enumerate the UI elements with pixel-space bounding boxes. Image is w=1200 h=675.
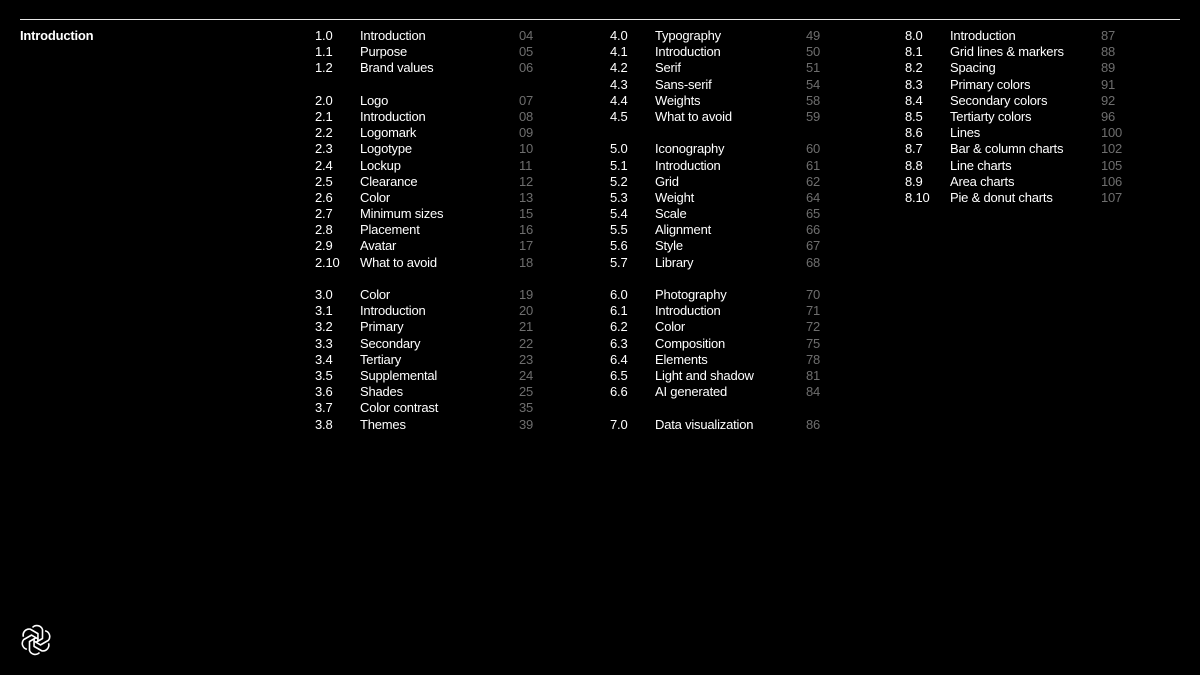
toc-entry[interactable] [905, 141, 1135, 157]
toc-entry-number: 2.5 [315, 173, 333, 189]
toc-entry-page-number: 72 [806, 319, 821, 335]
toc-entry[interactable] [315, 287, 545, 303]
toc-entry-title: Introduction [360, 108, 426, 124]
toc-entry[interactable] [610, 384, 840, 400]
toc-entry-number: 2.1 [315, 108, 333, 124]
toc-entry-page-number: 100 [1101, 125, 1123, 141]
toc-entry-number: 6.1 [610, 303, 628, 319]
toc-entry-page-number: 87 [1101, 28, 1116, 43]
toc-entry-number: 1.0 [315, 28, 333, 43]
toc-entry[interactable] [905, 60, 1135, 76]
toc-entry-title: Secondary colors [950, 92, 1048, 108]
toc-entry[interactable] [315, 44, 545, 60]
toc-entry-title: Serif [655, 60, 681, 76]
toc-entry-number: 2.0 [315, 92, 333, 108]
toc-entry[interactable] [610, 222, 840, 238]
toc-column-2 [610, 28, 840, 433]
toc-entry[interactable] [610, 319, 840, 335]
toc-entry-page-number: 71 [806, 303, 821, 319]
toc-entry[interactable] [610, 255, 840, 271]
toc-entry-title: Library [655, 254, 694, 270]
toc-entry-title: Logomark [360, 125, 417, 141]
toc-entry-number: 3.1 [315, 303, 333, 319]
toc-entry-page-number: 66 [806, 222, 821, 238]
toc-entry[interactable] [315, 319, 545, 335]
toc-entry[interactable] [610, 141, 840, 157]
toc-entry[interactable] [315, 141, 545, 157]
toc-entry-number: 1.2 [315, 60, 333, 76]
toc-entry-title: Iconography [655, 141, 725, 157]
toc-entry-title: Introduction [655, 44, 721, 60]
toc-entry-title: Area charts [950, 173, 1015, 189]
toc-entry-number: 3.0 [315, 287, 333, 302]
toc-entry[interactable] [315, 303, 545, 319]
toc-entry-title: Tertiary [360, 351, 402, 367]
toc-entry-title: Data visualization [655, 416, 754, 432]
toc-entry-page-number: 58 [806, 92, 821, 108]
toc-entry-title: Purpose [360, 44, 408, 60]
toc-entry-number: 5.1 [610, 157, 628, 173]
toc-entry[interactable] [315, 222, 545, 238]
toc-entry[interactable] [315, 60, 545, 76]
toc-entry-number: 2.4 [315, 157, 333, 173]
toc-entry-title: Spacing [950, 60, 996, 76]
toc-entry-title: Composition [655, 335, 726, 351]
toc-entry-title: Logo [360, 92, 389, 108]
toc-entry-number: 7.0 [610, 416, 628, 432]
toc-entry-number: 2.2 [315, 125, 333, 141]
toc-entry-number: 4.0 [610, 28, 628, 43]
toc-entry-number: 8.8 [905, 157, 923, 173]
toc-entry-title: Grid [655, 173, 679, 189]
toc-entry-page-number: 96 [1101, 108, 1116, 124]
brand-logo-icon [20, 624, 52, 656]
toc-entry-title: Clearance [360, 173, 418, 189]
toc-entry-number: 1.1 [315, 44, 333, 60]
header-divider [20, 19, 1180, 20]
toc-entry-page-number: 105 [1101, 157, 1123, 173]
toc-entry-number: 3.8 [315, 416, 333, 432]
toc-entry-page-number: 17 [519, 238, 534, 254]
toc-entry-page-number: 13 [519, 189, 534, 205]
toc-entry-number: 5.6 [610, 238, 628, 254]
toc-entry[interactable] [610, 238, 840, 254]
toc-entry-number: 8.9 [905, 173, 923, 189]
toc-entry-title: Color [655, 319, 686, 335]
toc-group [610, 417, 840, 433]
toc-entry-title: Alignment [655, 222, 712, 238]
toc-entry-number: 4.3 [610, 76, 628, 92]
toc-entry-number: 8.2 [905, 60, 923, 76]
toc-entry[interactable] [610, 206, 840, 222]
toc-entry[interactable] [610, 44, 840, 60]
toc-entry-page-number: 89 [1101, 60, 1116, 76]
toc-column-3 [905, 28, 1135, 206]
toc-entry-page-number: 61 [806, 157, 821, 173]
toc-entry-title: Shades [360, 384, 403, 400]
toc-entry-title: Supplemental [360, 367, 438, 383]
toc-entry[interactable] [610, 368, 840, 384]
toc-entry[interactable] [315, 368, 545, 384]
toc-entry-title: Introduction [360, 303, 426, 319]
toc-entry[interactable] [610, 174, 840, 190]
toc-entry-page-number: 65 [806, 206, 821, 222]
toc-entry-title: Bar & column charts [950, 141, 1064, 157]
toc-entry-number: 3.3 [315, 335, 333, 351]
toc-entry[interactable] [905, 93, 1135, 109]
toc-entry[interactable] [610, 303, 840, 319]
toc-entry[interactable] [610, 287, 840, 303]
toc-entry-number: 2.9 [315, 238, 333, 254]
toc-entry[interactable] [315, 190, 545, 206]
toc-entry-title: Color contrast [360, 400, 439, 416]
toc-entry-page-number: 07 [519, 92, 534, 108]
toc-entry[interactable] [610, 190, 840, 206]
toc-entry-number: 5.5 [610, 222, 628, 238]
toc-entry-title: Secondary [360, 335, 421, 351]
toc-entry-title: Style [655, 238, 683, 254]
toc-entry-title: Color [360, 189, 391, 205]
toc-entry-page-number: 60 [806, 141, 821, 157]
toc-entry-page-number: 23 [519, 351, 534, 367]
toc-entry-title: Introduction [655, 303, 721, 319]
toc-entry-title: Primary colors [950, 76, 1031, 92]
toc-entry-page-number: 102 [1101, 141, 1123, 157]
toc-group [315, 28, 545, 77]
toc-entry-number: 2.6 [315, 189, 333, 205]
toc-entry-number: 2.3 [315, 141, 333, 157]
toc-entry-page-number: 67 [806, 238, 821, 254]
toc-entry-title: Tertiarty colors [950, 108, 1032, 124]
toc-entry-page-number: 11 [519, 157, 533, 173]
toc-entry-page-number: 62 [806, 173, 821, 189]
toc-entry-number: 2.7 [315, 206, 333, 222]
toc-entry-number: 8.7 [905, 141, 923, 157]
toc-entry[interactable] [905, 28, 1135, 44]
toc-entry[interactable] [610, 109, 840, 125]
toc-entry[interactable] [905, 44, 1135, 60]
toc-entry-title: Lines [950, 125, 981, 141]
toc-entry-number: 5.4 [610, 206, 628, 222]
toc-entry-number: 8.5 [905, 108, 923, 124]
toc-entry-number: 4.2 [610, 60, 628, 76]
toc-entry[interactable] [315, 255, 545, 271]
toc-entry-number: 3.2 [315, 319, 333, 335]
toc-entry[interactable] [610, 417, 840, 433]
toc-entry-page-number: 20 [519, 303, 534, 319]
toc-entry-page-number: 54 [806, 76, 821, 92]
toc-group [610, 287, 840, 400]
toc-entry-title: Grid lines & markers [950, 44, 1064, 60]
toc-group [610, 141, 840, 271]
toc-entry-number: 8.1 [905, 44, 923, 60]
toc-entry[interactable] [610, 93, 840, 109]
toc-entry-page-number: 81 [806, 367, 821, 383]
toc-entry-page-number: 16 [519, 222, 534, 238]
toc-entry-page-number: 39 [519, 416, 534, 432]
toc-entry[interactable] [905, 125, 1135, 141]
toc-entry[interactable] [610, 60, 840, 76]
toc-entry-page-number: 10 [519, 141, 534, 157]
toc-entry-page-number: 88 [1101, 44, 1116, 60]
toc-entry-page-number: 92 [1101, 92, 1116, 108]
toc-entry-number: 5.0 [610, 141, 628, 157]
toc-entry-title: What to avoid [360, 254, 437, 270]
toc-entry[interactable] [315, 384, 545, 400]
toc-entry-number: 3.6 [315, 384, 333, 400]
toc-entry-title: Placement [360, 222, 420, 238]
toc-entry-title: AI generated [655, 384, 728, 400]
toc-entry-page-number: 08 [519, 108, 534, 124]
toc-group [610, 28, 840, 125]
toc-entry-title: Logotype [360, 141, 412, 157]
toc-entry-page-number: 19 [519, 287, 534, 302]
toc-entry-number: 5.7 [610, 254, 628, 270]
toc-entry-title: Lockup [360, 157, 401, 173]
toc-entry[interactable] [315, 417, 545, 433]
toc-column-1 [315, 28, 545, 433]
toc-entry[interactable] [315, 206, 545, 222]
toc-entry-page-number: 21 [519, 319, 534, 335]
toc-entry-number: 4.5 [610, 108, 628, 124]
toc-entry-number: 4.4 [610, 92, 628, 108]
toc-entry-title: Minimum sizes [360, 206, 444, 222]
toc-entry-page-number: 25 [519, 384, 534, 400]
toc-entry-title: Introduction [655, 157, 721, 173]
toc-entry-page-number: 50 [806, 44, 821, 60]
toc-entry-page-number: 22 [519, 335, 534, 351]
toc-entry-title: Primary [360, 319, 404, 335]
toc-entry[interactable] [315, 125, 545, 141]
toc-entry-number: 2.10 [315, 254, 340, 270]
toc-group [315, 287, 545, 433]
toc-entry-number: 6.3 [610, 335, 628, 351]
toc-entry-page-number: 35 [519, 400, 534, 416]
toc-entry-number: 8.3 [905, 76, 923, 92]
toc-entry-number: 5.2 [610, 173, 628, 189]
toc-entry-page-number: 49 [806, 28, 821, 43]
toc-entry[interactable] [610, 28, 840, 44]
toc-entry-page-number: 107 [1101, 189, 1123, 205]
section-title: Introduction [20, 28, 94, 43]
toc-entry-number: 8.4 [905, 92, 923, 108]
toc-entry[interactable] [315, 238, 545, 254]
toc-entry[interactable] [315, 336, 545, 352]
toc-entry[interactable] [610, 336, 840, 352]
toc-entry-page-number: 18 [519, 254, 534, 270]
toc-entry[interactable] [610, 158, 840, 174]
toc-entry-title: Color [360, 287, 391, 302]
toc-entry-page-number: 86 [806, 416, 821, 432]
toc-entry-number: 5.3 [610, 189, 628, 205]
toc-entry-title: Scale [655, 206, 687, 222]
toc-entry[interactable] [315, 352, 545, 368]
toc-entry-page-number: 68 [806, 254, 821, 270]
toc-entry-page-number: 09 [519, 125, 534, 141]
toc-entry-number: 6.0 [610, 287, 628, 302]
toc-entry-title: Typography [655, 28, 721, 43]
toc-entry-page-number: 106 [1101, 173, 1123, 189]
toc-entry-number: 3.4 [315, 351, 333, 367]
toc-entry-page-number: 84 [806, 384, 821, 400]
toc-entry[interactable] [610, 77, 840, 93]
toc-entry-title: Avatar [360, 238, 397, 254]
toc-entry-number: 6.5 [610, 367, 628, 383]
toc-entry[interactable] [315, 400, 545, 416]
toc-entry-number: 2.8 [315, 222, 333, 238]
toc-entry-page-number: 12 [519, 173, 534, 189]
toc-entry-title: Sans-serif [655, 76, 712, 92]
toc-entry-page-number: 51 [806, 60, 821, 76]
toc-entry-page-number: 70 [806, 287, 821, 302]
toc-entry-title: Themes [360, 416, 406, 432]
toc-entry-title: Line charts [950, 157, 1012, 173]
toc-entry[interactable] [905, 190, 1135, 206]
toc-entry-page-number: 15 [519, 206, 534, 222]
toc-entry[interactable] [905, 158, 1135, 174]
toc-entry-number: 6.6 [610, 384, 628, 400]
toc-entry[interactable] [315, 109, 545, 125]
toc-entry[interactable] [315, 158, 545, 174]
toc-entry-page-number: 78 [806, 351, 821, 367]
toc-entry[interactable] [610, 352, 840, 368]
toc-entry-title: Light and shadow [655, 367, 754, 383]
toc-entry-page-number: 91 [1101, 76, 1116, 92]
toc-entry-title: Brand values [360, 60, 434, 76]
toc-entry-page-number: 24 [519, 367, 534, 383]
toc-entry-page-number: 06 [519, 60, 534, 76]
toc-entry[interactable] [905, 77, 1135, 93]
toc-entry[interactable] [315, 28, 545, 44]
toc-entry-title: Introduction [360, 28, 426, 43]
toc-entry-number: 8.10 [905, 189, 930, 205]
toc-entry-page-number: 59 [806, 108, 821, 124]
toc-group [315, 93, 545, 271]
toc-entry-number: 6.4 [610, 351, 628, 367]
toc-entry[interactable] [905, 109, 1135, 125]
toc-entry-number: 6.2 [610, 319, 628, 335]
toc-entry-title: Weights [655, 92, 701, 108]
toc-entry-title: Elements [655, 351, 708, 367]
toc-entry[interactable] [315, 174, 545, 190]
toc-entry-title: What to avoid [655, 108, 732, 124]
toc-group [905, 28, 1135, 206]
toc-entry-title: Introduction [950, 28, 1016, 43]
toc-entry-number: 4.1 [610, 44, 628, 60]
toc-entry-title: Weight [655, 189, 695, 205]
toc-entry[interactable] [905, 174, 1135, 190]
toc-entry[interactable] [315, 93, 545, 109]
toc-entry-number: 3.7 [315, 400, 333, 416]
toc-entry-number: 8.6 [905, 125, 923, 141]
toc-entry-number: 3.5 [315, 367, 333, 383]
toc-entry-page-number: 04 [519, 28, 534, 43]
toc-entry-number: 8.0 [905, 28, 923, 43]
toc-entry-page-number: 05 [519, 44, 534, 60]
toc-entry-page-number: 64 [806, 189, 821, 205]
toc-entry-title: Pie & donut charts [950, 189, 1053, 205]
toc-entry-title: Photography [655, 287, 727, 302]
toc-entry-page-number: 75 [806, 335, 821, 351]
